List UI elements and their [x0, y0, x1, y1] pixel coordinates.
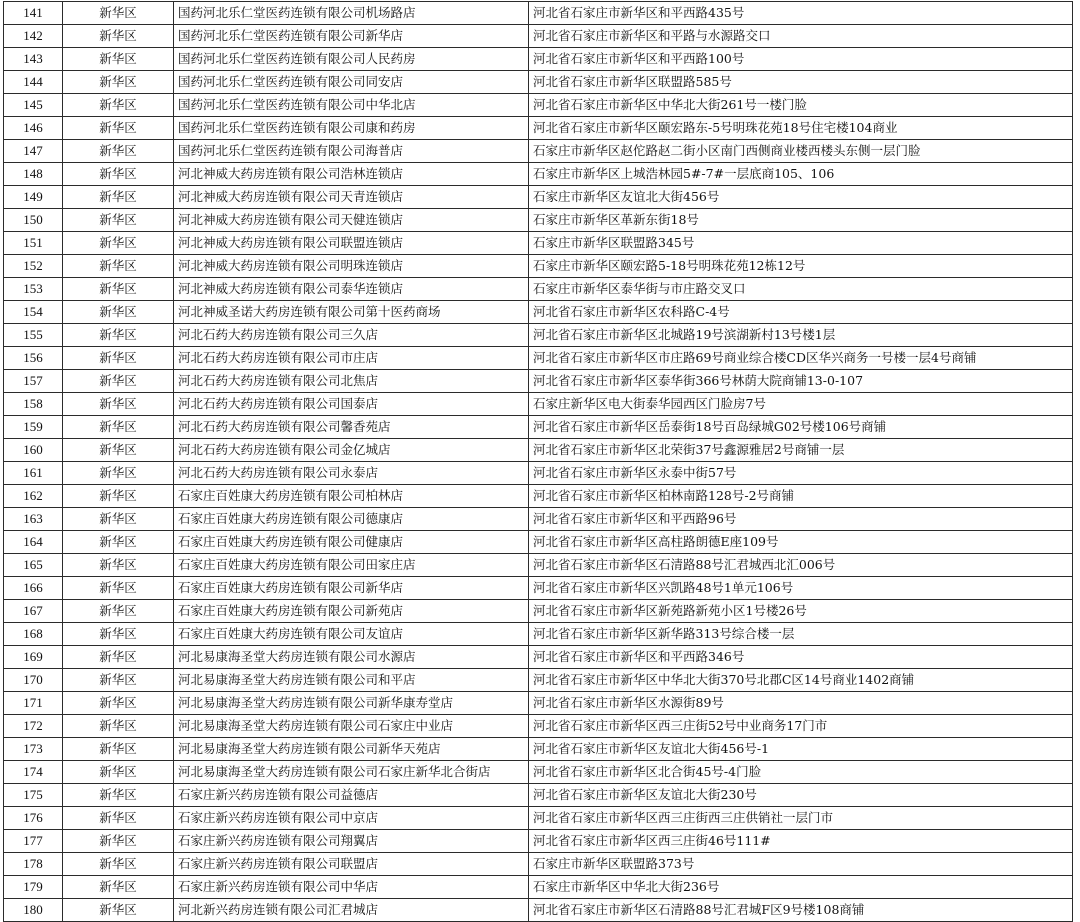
address-cell: 石家庄新华区电大街泰华园西区门脸房7号 — [529, 393, 1073, 416]
district-cell: 新华区 — [63, 531, 174, 554]
row-number: 142 — [4, 25, 63, 48]
address-cell: 河北省石家庄市新华区西三庄街西三庄供销社一层门市 — [529, 807, 1073, 830]
address-cell: 河北省石家庄市新华区和平西路435号 — [529, 2, 1073, 25]
table-row — [4, 278, 1073, 301]
row-number: 141 — [4, 2, 63, 25]
table-row — [4, 439, 1073, 462]
pharmacy-name-cell: 河北石药大药房连锁有限公司金亿城店 — [174, 439, 529, 462]
row-number: 178 — [4, 853, 63, 876]
pharmacy-name-cell: 河北易康海圣堂大药房连锁有限公司和平店 — [174, 669, 529, 692]
address-cell: 河北省石家庄市新华区石清路88号汇君城F区9号楼108商铺 — [529, 899, 1073, 922]
address-cell: 石家庄市新华区赵佗路赵二街小区南门西侧商业楼西楼头东侧一层门脸 — [529, 140, 1073, 163]
table-row — [4, 600, 1073, 623]
address-cell: 河北省石家庄市新华区水源街89号 — [529, 692, 1073, 715]
address-cell: 石家庄市新华区颐宏路5-18号明珠花苑12栋12号 — [529, 255, 1073, 278]
table-row — [4, 807, 1073, 830]
table-row — [4, 554, 1073, 577]
district-cell: 新华区 — [63, 554, 174, 577]
table-row — [4, 646, 1073, 669]
row-number: 180 — [4, 899, 63, 922]
pharmacy-name-cell: 国药河北乐仁堂医药连锁有限公司中华北店 — [174, 94, 529, 117]
row-number: 173 — [4, 738, 63, 761]
district-cell: 新华区 — [63, 186, 174, 209]
pharmacy-name-cell: 河北石药大药房连锁有限公司北焦店 — [174, 370, 529, 393]
row-number: 147 — [4, 140, 63, 163]
address-cell: 河北省石家庄市新华区和平路与水源路交口 — [529, 25, 1073, 48]
pharmacy-name-cell: 国药河北乐仁堂医药连锁有限公司人民药房 — [174, 48, 529, 71]
table-row — [4, 416, 1073, 439]
table-row — [4, 577, 1073, 600]
table-row — [4, 830, 1073, 853]
table-row — [4, 715, 1073, 738]
district-cell: 新华区 — [63, 163, 174, 186]
address-cell: 河北省石家庄市新华区和平西路346号 — [529, 646, 1073, 669]
district-cell: 新华区 — [63, 738, 174, 761]
address-cell: 石家庄市新华区革新东街18号 — [529, 209, 1073, 232]
address-cell: 河北省石家庄市新华区和平西路96号 — [529, 508, 1073, 531]
address-cell: 河北省石家庄市新华区和平西路100号 — [529, 48, 1073, 71]
address-cell: 河北省石家庄市新华区柏林南路128号-2号商铺 — [529, 485, 1073, 508]
pharmacy-name-cell: 国药河北乐仁堂医药连锁有限公司海普店 — [174, 140, 529, 163]
district-cell: 新华区 — [63, 876, 174, 899]
district-cell: 新华区 — [63, 393, 174, 416]
table-row — [4, 462, 1073, 485]
table-row — [4, 738, 1073, 761]
district-cell: 新华区 — [63, 140, 174, 163]
table-row — [4, 209, 1073, 232]
district-cell: 新华区 — [63, 439, 174, 462]
address-cell: 石家庄市新华区上城浩林园5#-7#一层底商105、106 — [529, 163, 1073, 186]
district-cell: 新华区 — [63, 462, 174, 485]
pharmacy-name-cell: 河北神威大药房连锁有限公司天健连锁店 — [174, 209, 529, 232]
district-cell: 新华区 — [63, 94, 174, 117]
table-row — [4, 71, 1073, 94]
address-cell: 河北省石家庄市新华区西三庄街52号中业商务17门市 — [529, 715, 1073, 738]
address-cell: 河北省石家庄市新华区石清路88号汇君城西北汇006号 — [529, 554, 1073, 577]
district-cell: 新华区 — [63, 508, 174, 531]
district-cell: 新华区 — [63, 301, 174, 324]
pharmacy-name-cell: 国药河北乐仁堂医药连锁有限公司新华店 — [174, 25, 529, 48]
district-cell: 新华区 — [63, 830, 174, 853]
pharmacy-name-cell: 石家庄百姓康大药房连锁有限公司田家庄店 — [174, 554, 529, 577]
pharmacy-name-cell: 石家庄新兴药房连锁有限公司益德店 — [174, 784, 529, 807]
pharmacy-name-cell: 河北石药大药房连锁有限公司市庄店 — [174, 347, 529, 370]
table-row — [4, 2, 1073, 25]
row-number: 167 — [4, 600, 63, 623]
row-number: 162 — [4, 485, 63, 508]
row-number: 149 — [4, 186, 63, 209]
district-cell: 新华区 — [63, 117, 174, 140]
pharmacy-name-cell: 河北易康海圣堂大药房连锁有限公司新华天苑店 — [174, 738, 529, 761]
district-cell: 新华区 — [63, 899, 174, 922]
row-number: 165 — [4, 554, 63, 577]
address-cell: 河北省石家庄市新华区西三庄街46号111# — [529, 830, 1073, 853]
pharmacy-name-cell: 国药河北乐仁堂医药连锁有限公司同安店 — [174, 71, 529, 94]
address-cell: 石家庄市新华区泰华街与市庄路交叉口 — [529, 278, 1073, 301]
row-number: 160 — [4, 439, 63, 462]
district-cell: 新华区 — [63, 255, 174, 278]
table-row — [4, 876, 1073, 899]
table-row — [4, 186, 1073, 209]
row-number: 156 — [4, 347, 63, 370]
district-cell: 新华区 — [63, 347, 174, 370]
address-cell: 河北省石家庄市新华区永泰中街57号 — [529, 462, 1073, 485]
address-cell: 石家庄市新华区联盟路345号 — [529, 232, 1073, 255]
district-cell: 新华区 — [63, 761, 174, 784]
district-cell: 新华区 — [63, 324, 174, 347]
row-number: 172 — [4, 715, 63, 738]
district-cell: 新华区 — [63, 71, 174, 94]
row-number: 145 — [4, 94, 63, 117]
district-cell: 新华区 — [63, 278, 174, 301]
address-cell: 河北省石家庄市新华区友谊北大街230号 — [529, 784, 1073, 807]
pharmacy-name-cell: 石家庄新兴药房连锁有限公司翔翼店 — [174, 830, 529, 853]
table-row — [4, 94, 1073, 117]
pharmacy-name-cell: 石家庄百姓康大药房连锁有限公司柏林店 — [174, 485, 529, 508]
address-cell: 河北省石家庄市新华区联盟路585号 — [529, 71, 1073, 94]
row-number: 170 — [4, 669, 63, 692]
address-cell: 石家庄市新华区联盟路373号 — [529, 853, 1073, 876]
table-row — [4, 531, 1073, 554]
district-cell: 新华区 — [63, 48, 174, 71]
district-cell: 新华区 — [63, 25, 174, 48]
district-cell: 新华区 — [63, 416, 174, 439]
table-row — [4, 48, 1073, 71]
address-cell: 河北省石家庄市新华区北荣街37号鑫源雅居2号商铺一层 — [529, 439, 1073, 462]
table-row — [4, 370, 1073, 393]
table-row — [4, 669, 1073, 692]
address-cell: 河北省石家庄市新华区新华路313号综合楼一层 — [529, 623, 1073, 646]
district-cell: 新华区 — [63, 485, 174, 508]
address-cell: 河北省石家庄市新华区岳泰街18号百岛绿城G02号楼106号商铺 — [529, 416, 1073, 439]
pharmacy-list-table — [3, 1, 1073, 922]
row-number: 152 — [4, 255, 63, 278]
table-row — [4, 692, 1073, 715]
district-cell: 新华区 — [63, 853, 174, 876]
address-cell: 石家庄市新华区中华北大街236号 — [529, 876, 1073, 899]
district-cell: 新华区 — [63, 2, 174, 25]
pharmacy-name-cell: 国药河北乐仁堂医药连锁有限公司康和药房 — [174, 117, 529, 140]
row-number: 159 — [4, 416, 63, 439]
row-number: 143 — [4, 48, 63, 71]
table-row — [4, 140, 1073, 163]
pharmacy-name-cell: 河北神威大药房连锁有限公司泰华连锁店 — [174, 278, 529, 301]
table-row — [4, 163, 1073, 186]
table-row — [4, 784, 1073, 807]
table-row — [4, 899, 1073, 922]
row-number: 179 — [4, 876, 63, 899]
address-cell: 河北省石家庄市新华区颐宏路东-5号明珠花苑18号住宅楼104商业 — [529, 117, 1073, 140]
pharmacy-name-cell: 河北易康海圣堂大药房连锁有限公司水源店 — [174, 646, 529, 669]
pharmacy-name-cell: 河北石药大药房连锁有限公司馨香苑店 — [174, 416, 529, 439]
address-cell: 河北省石家庄市新华区中华北大街370号北郡C区14号商业1402商铺 — [529, 669, 1073, 692]
address-cell: 河北省石家庄市新华区新苑路新苑小区1号楼26号 — [529, 600, 1073, 623]
row-number: 150 — [4, 209, 63, 232]
row-number: 168 — [4, 623, 63, 646]
address-cell: 石家庄市新华区友谊北大街456号 — [529, 186, 1073, 209]
row-number: 155 — [4, 324, 63, 347]
district-cell: 新华区 — [63, 807, 174, 830]
address-cell: 河北省石家庄市新华区市庄路69号商业综合楼CD区华兴商务一号楼一层4号商铺 — [529, 347, 1073, 370]
row-number: 169 — [4, 646, 63, 669]
pharmacy-name-cell: 河北易康海圣堂大药房连锁有限公司石家庄新华北合街店 — [174, 761, 529, 784]
district-cell: 新华区 — [63, 784, 174, 807]
pharmacy-name-cell: 河北神威大药房连锁有限公司天青连锁店 — [174, 186, 529, 209]
district-cell: 新华区 — [63, 370, 174, 393]
pharmacy-name-cell: 石家庄新兴药房连锁有限公司中京店 — [174, 807, 529, 830]
table-row — [4, 324, 1073, 347]
row-number: 175 — [4, 784, 63, 807]
pharmacy-name-cell: 石家庄百姓康大药房连锁有限公司友谊店 — [174, 623, 529, 646]
district-cell: 新华区 — [63, 577, 174, 600]
row-number: 146 — [4, 117, 63, 140]
pharmacy-name-cell: 河北新兴药房连锁有限公司汇君城店 — [174, 899, 529, 922]
row-number: 166 — [4, 577, 63, 600]
table-row — [4, 255, 1073, 278]
row-number: 163 — [4, 508, 63, 531]
pharmacy-name-cell: 石家庄百姓康大药房连锁有限公司新苑店 — [174, 600, 529, 623]
address-cell: 河北省石家庄市新华区北合街45号-4门脸 — [529, 761, 1073, 784]
address-cell: 河北省石家庄市新华区中华北大街261号一楼门脸 — [529, 94, 1073, 117]
table-row — [4, 232, 1073, 255]
table-row — [4, 117, 1073, 140]
pharmacy-name-cell: 河北易康海圣堂大药房连锁有限公司新华康寿堂店 — [174, 692, 529, 715]
pharmacy-name-cell: 河北神威大药房连锁有限公司联盟连锁店 — [174, 232, 529, 255]
row-number: 174 — [4, 761, 63, 784]
pharmacy-name-cell: 石家庄百姓康大药房连锁有限公司健康店 — [174, 531, 529, 554]
row-number: 164 — [4, 531, 63, 554]
row-number: 153 — [4, 278, 63, 301]
district-cell: 新华区 — [63, 715, 174, 738]
pharmacy-name-cell: 河北石药大药房连锁有限公司国泰店 — [174, 393, 529, 416]
pharmacy-name-cell: 河北神威圣诺大药房连锁有限公司第十医药商场 — [174, 301, 529, 324]
row-number: 177 — [4, 830, 63, 853]
district-cell: 新华区 — [63, 646, 174, 669]
row-number: 154 — [4, 301, 63, 324]
address-cell: 河北省石家庄市新华区泰华街366号林荫大院商铺13-0-107 — [529, 370, 1073, 393]
pharmacy-name-cell: 河北石药大药房连锁有限公司永泰店 — [174, 462, 529, 485]
district-cell: 新华区 — [63, 600, 174, 623]
pharmacy-name-cell: 河北神威大药房连锁有限公司浩林连锁店 — [174, 163, 529, 186]
row-number: 171 — [4, 692, 63, 715]
table-row — [4, 347, 1073, 370]
pharmacy-name-cell: 石家庄新兴药房连锁有限公司联盟店 — [174, 853, 529, 876]
row-number: 158 — [4, 393, 63, 416]
district-cell: 新华区 — [63, 232, 174, 255]
table-row — [4, 508, 1073, 531]
pharmacy-name-cell: 河北神威大药房连锁有限公司明珠连锁店 — [174, 255, 529, 278]
row-number: 148 — [4, 163, 63, 186]
pharmacy-name-cell: 石家庄百姓康大药房连锁有限公司新华店 — [174, 577, 529, 600]
district-cell: 新华区 — [63, 692, 174, 715]
pharmacy-name-cell: 石家庄百姓康大药房连锁有限公司德康店 — [174, 508, 529, 531]
row-number: 161 — [4, 462, 63, 485]
row-number: 176 — [4, 807, 63, 830]
table-row — [4, 393, 1073, 416]
table-row — [4, 485, 1073, 508]
address-cell: 河北省石家庄市新华区农科路C-4号 — [529, 301, 1073, 324]
pharmacy-name-cell: 石家庄新兴药房连锁有限公司中华店 — [174, 876, 529, 899]
table-row — [4, 623, 1073, 646]
district-cell: 新华区 — [63, 623, 174, 646]
address-cell: 河北省石家庄市新华区兴凯路48号1单元106号 — [529, 577, 1073, 600]
address-cell: 河北省石家庄市新华区高柱路朗德E座109号 — [529, 531, 1073, 554]
row-number: 151 — [4, 232, 63, 255]
table-row — [4, 301, 1073, 324]
row-number: 157 — [4, 370, 63, 393]
table-row — [4, 761, 1073, 784]
address-cell: 河北省石家庄市新华区北城路19号滨湖新村13号楼1层 — [529, 324, 1073, 347]
district-cell: 新华区 — [63, 669, 174, 692]
table-body — [4, 2, 1073, 922]
table-row — [4, 25, 1073, 48]
table-row — [4, 853, 1073, 876]
address-cell: 河北省石家庄市新华区友谊北大街456号-1 — [529, 738, 1073, 761]
district-cell: 新华区 — [63, 209, 174, 232]
pharmacy-name-cell: 河北石药大药房连锁有限公司三久店 — [174, 324, 529, 347]
pharmacy-name-cell: 河北易康海圣堂大药房连锁有限公司石家庄中业店 — [174, 715, 529, 738]
row-number: 144 — [4, 71, 63, 94]
pharmacy-name-cell: 国药河北乐仁堂医药连锁有限公司机场路店 — [174, 2, 529, 25]
